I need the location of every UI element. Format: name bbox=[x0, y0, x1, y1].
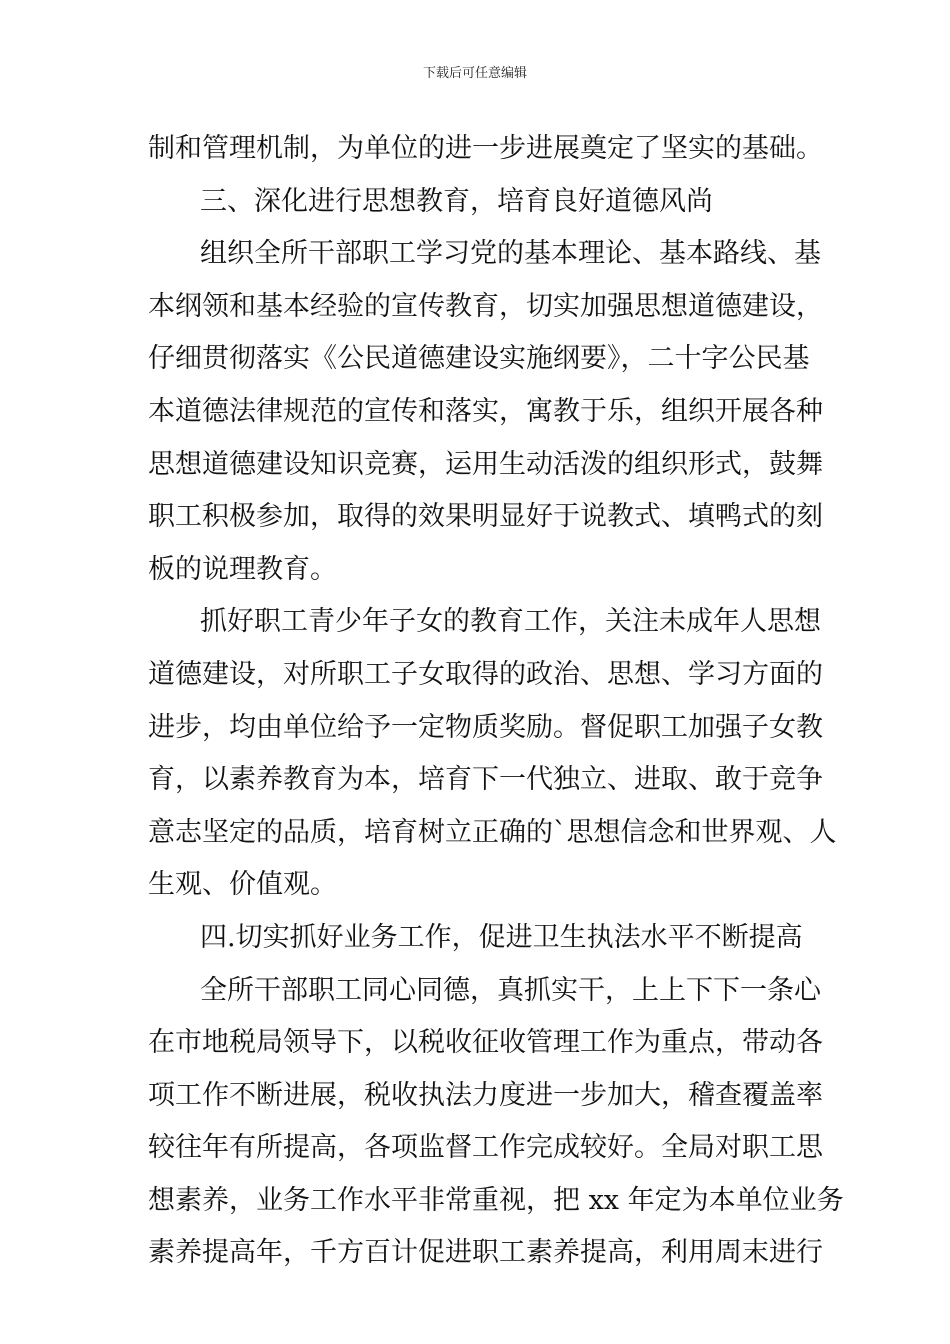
paragraph-line: 项工作不断进展，税收执法力度进一步加大，稽查覆盖率 bbox=[148, 1079, 823, 1111]
paragraph-line: 道德建设，对所职工子女取得的政治、思想、学习方面的 bbox=[148, 658, 823, 690]
paragraph-line: 抓好职工青少年子女的教育工作，关注未成年人思想 bbox=[200, 606, 821, 638]
paragraph-line: 职工积极参加，取得的效果明显好于说教式、填鸭式的刻 bbox=[148, 501, 823, 533]
paragraph-line: 思想道德建设知识竞赛，运用生动活泼的组织形式，鼓舞 bbox=[148, 448, 823, 480]
paragraph-line: 组织全所干部职工学习党的基本理论、基本路线、基 bbox=[200, 238, 821, 270]
paragraph-line: 进步，均由单位给予一定物质奖励。督促职工加强子女教 bbox=[148, 711, 823, 743]
paragraph-line: 较往年有所提高，各项监督工作完成较好。全局对职工思 bbox=[148, 1132, 823, 1164]
paragraph-line: 在市地税局领导下，以税收征收管理工作为重点，带动各 bbox=[148, 1027, 823, 1059]
paragraph-line: 本道德法律规范的宣传和落实，寓教于乐，组织开展各种 bbox=[148, 395, 823, 427]
paragraph-line: 育，以素养教育为本，培育下一代独立、进取、敢于竞争 bbox=[148, 764, 823, 796]
paragraph-line: 本纲领和基本经验的宣传教育，切实加强思想道德建设， bbox=[148, 290, 823, 322]
paragraph-line: 板的说理教育。 bbox=[148, 553, 337, 585]
paragraph-line: 仔细贯彻落实《公民道德建设实施纲要》，二十字公民基 bbox=[148, 343, 810, 375]
paragraph-line: 素养提高年，千方百计促进职工素养提高，利用周末进行 bbox=[148, 1237, 823, 1269]
paragraph-line: 意志坚定的品质，培育树立正确的`思想信念和世界观、人 bbox=[148, 816, 837, 848]
paragraph-line: 想素养，业务工作水平非常重视，把 xx 年定为本单位业务 bbox=[148, 1184, 844, 1216]
section-heading: 四.切实抓好业务工作，促进卫生执法水平不断提高 bbox=[200, 921, 803, 953]
paragraph-line: 生观、价值观。 bbox=[148, 869, 337, 901]
paragraph-line: 制和管理机制，为单位的进一步进展奠定了坚实的基础。 bbox=[148, 133, 823, 164]
paragraph-line: 全所干部职工同心同德，真抓实干，上上下下一条心 bbox=[200, 974, 821, 1006]
document-body bbox=[148, 127, 844, 1284]
section-heading: 三、深化进行思想教育，培育良好道德风尚 bbox=[200, 185, 713, 217]
page-header: 下载后可任意编辑 bbox=[422, 66, 527, 81]
